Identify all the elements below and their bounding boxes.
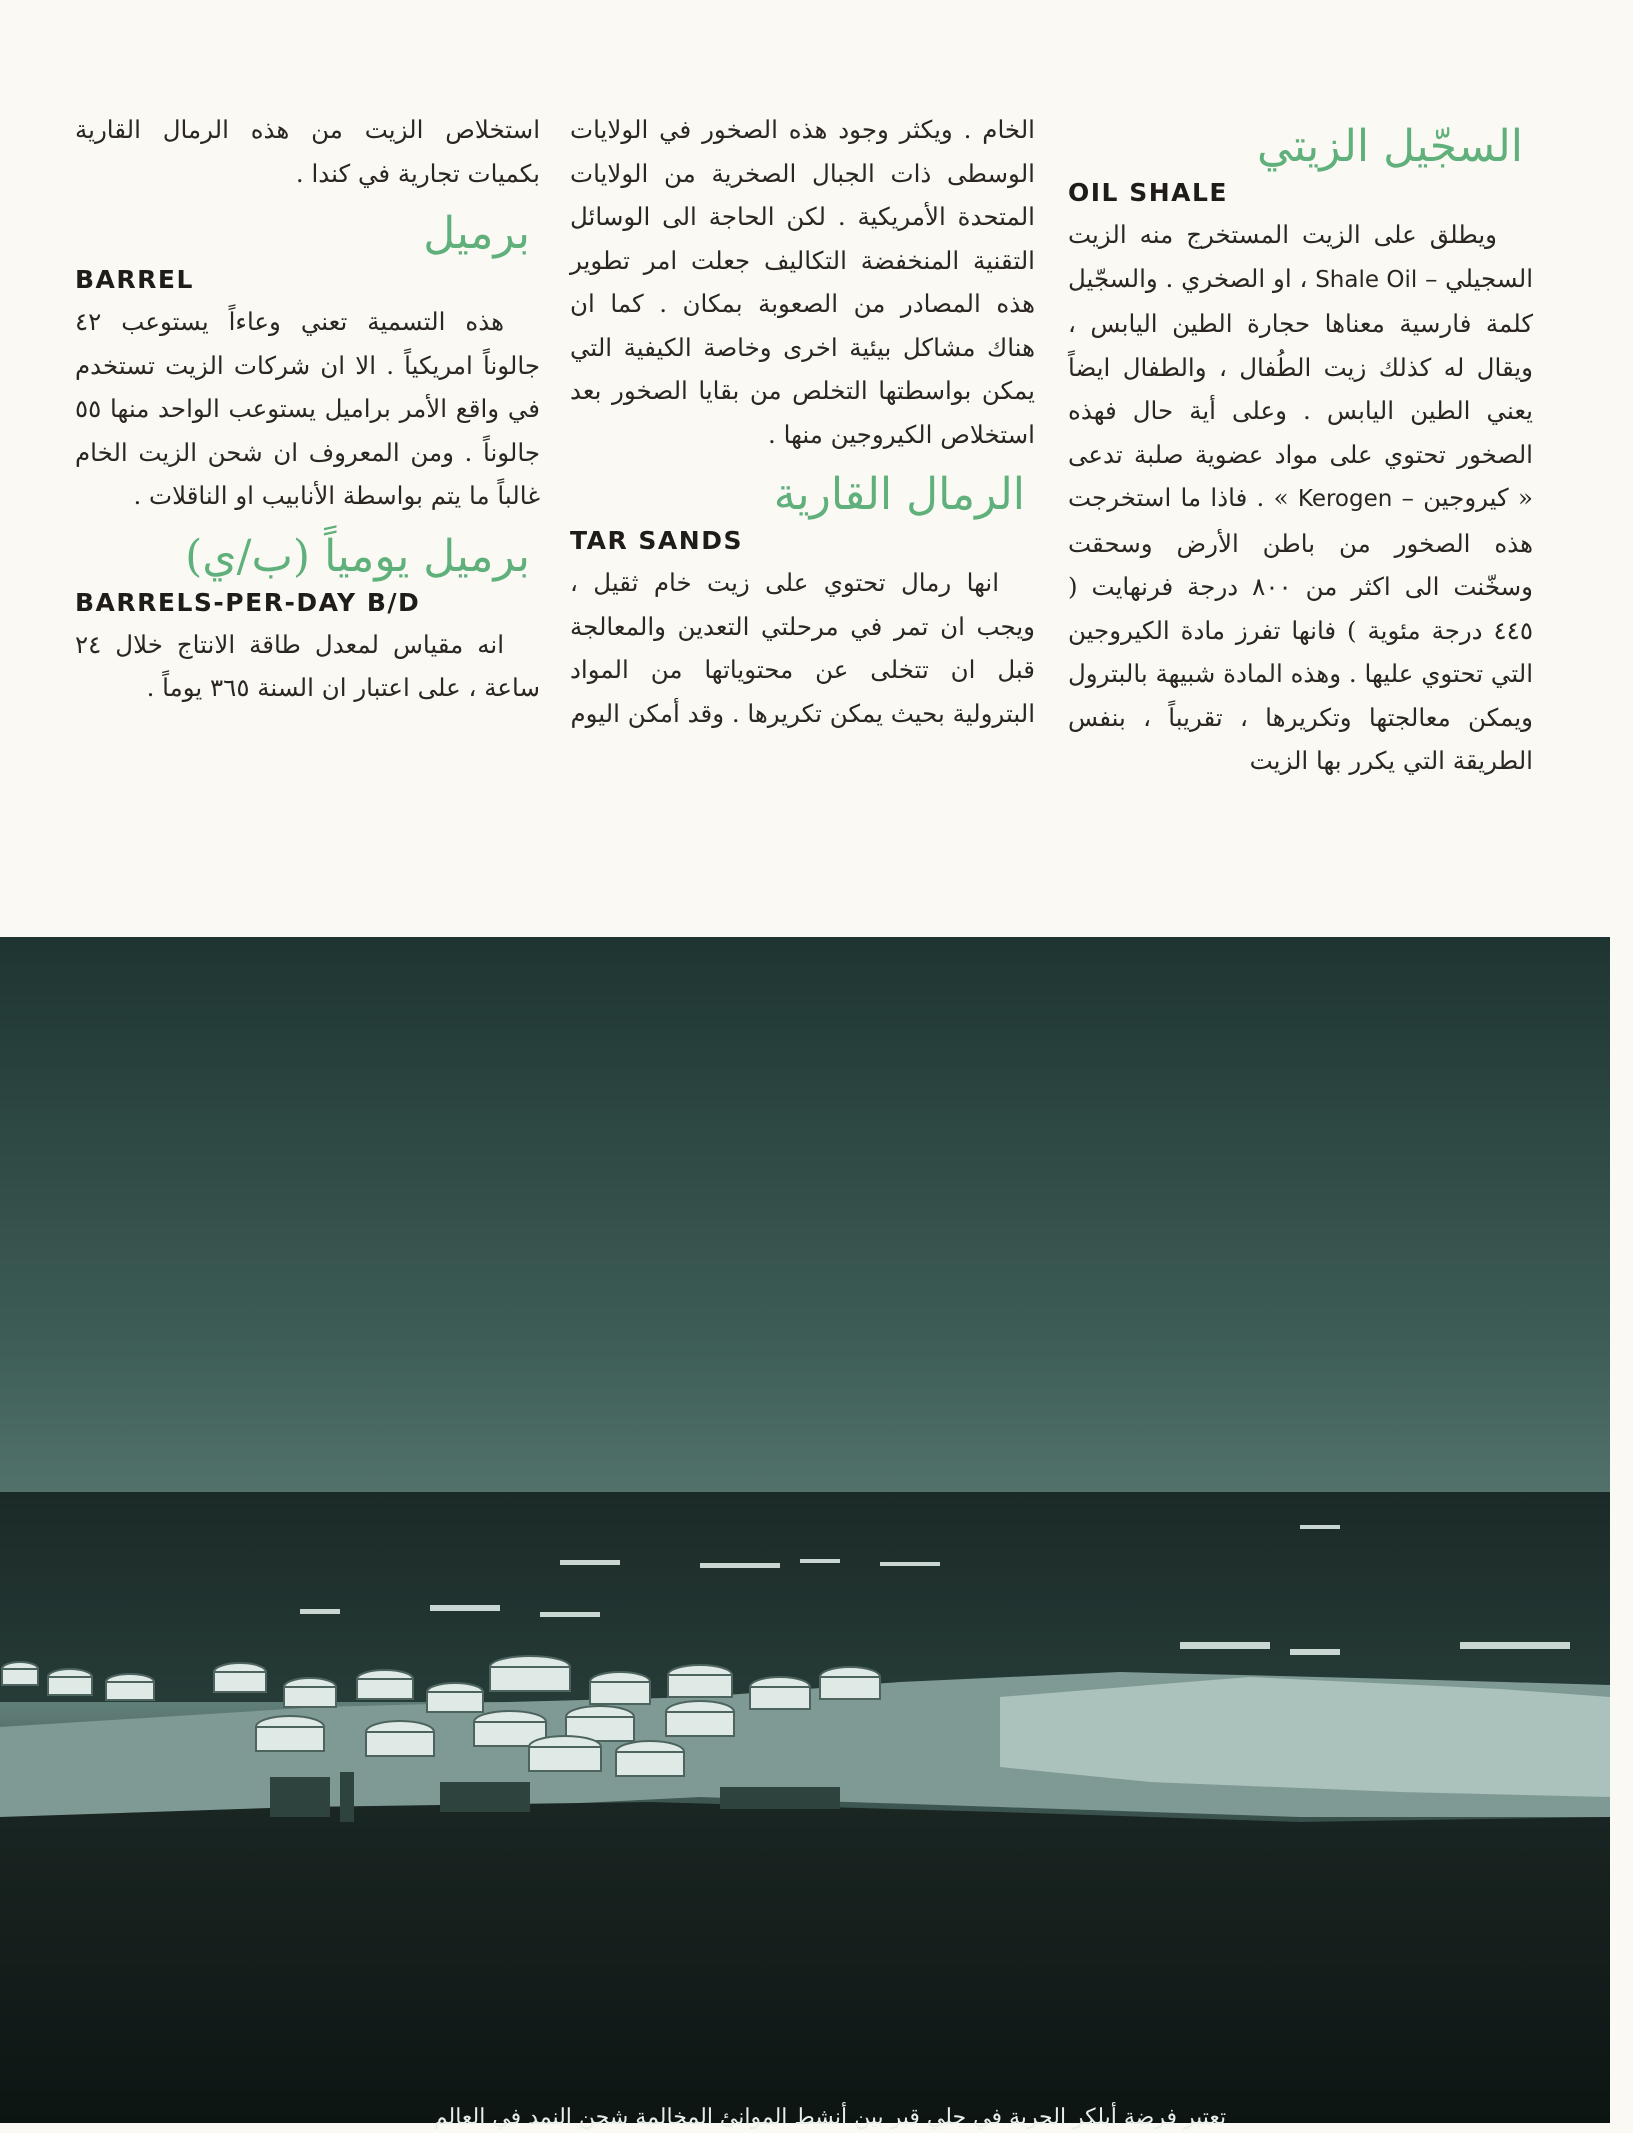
photo-oil-terminal xyxy=(0,937,1610,2123)
photo-illustration xyxy=(0,937,1610,2123)
column-barrel xyxy=(75,108,540,710)
oil-shale-text-part1: ويطلق على الزيت المستخرج منه الزيت السجيلي – xyxy=(1068,220,1533,293)
heading-oil-shale-english: OIL SHALE xyxy=(1068,178,1228,207)
heading-barrels-per-day-english: BARRELS-PER-DAY B/D xyxy=(75,587,421,617)
column-tar-sands xyxy=(570,108,1035,735)
paragraph-tar-sands: انها رمال تحتوي على زيت خام ثقيل ، ويجب ان تمر في مرحلتي التعدين والمعالجة قبل ان تتخلى عن محتوياتها من المواد البترولية بحيث يمكن تكريرها . وقد أمكن اليوم xyxy=(570,568,1035,728)
paragraph-barrels-per-day: انه مقياس لمعدل طاقة الانتاج خلال ٢٤ ساعة ، على اعتبار ان السنة ٣٦٥ يوماً . xyxy=(75,629,540,702)
heading-barrel-english: BARREL xyxy=(75,265,194,294)
heading-barrels-per-day-arabic: برميل يومياً (ب/ي) xyxy=(185,530,530,582)
column-oil-shale xyxy=(1068,108,1533,783)
paragraph-oil-shale-continued: الخام . ويكثر وجود هذه الصخور في الولايات الوسطى ذات الجبال الصخرية من الولايات المتحدة الأمريكية . لكن الحاجة الى الوسائل التقنية المنخفضة التكاليف جعلت امر تطوير هذه المصادر من الصعوبة بمكان . كما ان هناك مشاكل بيئية اخرى وخاصة الكيفية التي يمكن بواسطتها التخلص من بقايا الصخور بعد استخلاص الكيروجين منها . xyxy=(570,115,1035,449)
paragraph-tar-sands-continued: استخلاص الزيت من هذه الرمال القارية بكميات تجارية في كندا . xyxy=(75,115,540,188)
paragraph-oil-shale xyxy=(1068,213,1533,783)
term-kerogen: Kerogen xyxy=(1297,486,1393,512)
heading-tar-sands-arabic: الرمال القارية xyxy=(773,469,1025,520)
heading-tar-sands-english: TAR SANDS xyxy=(570,526,743,555)
oil-shale-text-part3: » . فاذا ما استخرجت هذه الصخور من باطن الأرض وسحقت وسخّنت الى اكثر من ٨٠٠ درجة فرنهايت ( ٤٤٥ درجة مئوية ) فانها تفرز مادة الكيروجين التي تحتوي عليها . وهذه المادة شبيهة بالبترول ويمكن معالجتها وتكريرها ، تقريباً ، بنفس الطريقة التي يكرر بها الزيت xyxy=(1068,483,1533,775)
oil-shale-text-part2: ، او الصخري . والسجّيل كلمة فارسية معناها حجارة الطين اليابس ، ويقال له كذلك زيت الطُفال ، والطفال ايضاً يعني الطين اليابس . وعلى أية حال فهذه الصخور تحتوي على مواد عضوية صلبة تدعى « كيروجين – xyxy=(1068,263,1533,512)
term-shale-oil: Shale Oil xyxy=(1315,266,1418,293)
heading-barrel-arabic: برميل xyxy=(423,208,530,259)
photo-caption: تعتبر فرضة أبلكر الحرية في جلي قبر بين أنشط الموانئ المخالمة شحن النمد في العالم xyxy=(433,2105,1227,2130)
paragraph-barrel: هذه التسمية تعني وعاءاً يستوعب ٤٢ جالوناً امريكياً . الا ان شركات الزيت تستخدم في واقع الأمر براميل يستوعب الواحد منها ٥٥ جالوناً . ومن المعروف ان شحن الزيت الخام غالباً ما يتم بواسطة الأنابيب او الناقلات . xyxy=(75,307,540,510)
heading-oil-shale-arabic: السجّيل الزيتي xyxy=(1257,121,1523,172)
